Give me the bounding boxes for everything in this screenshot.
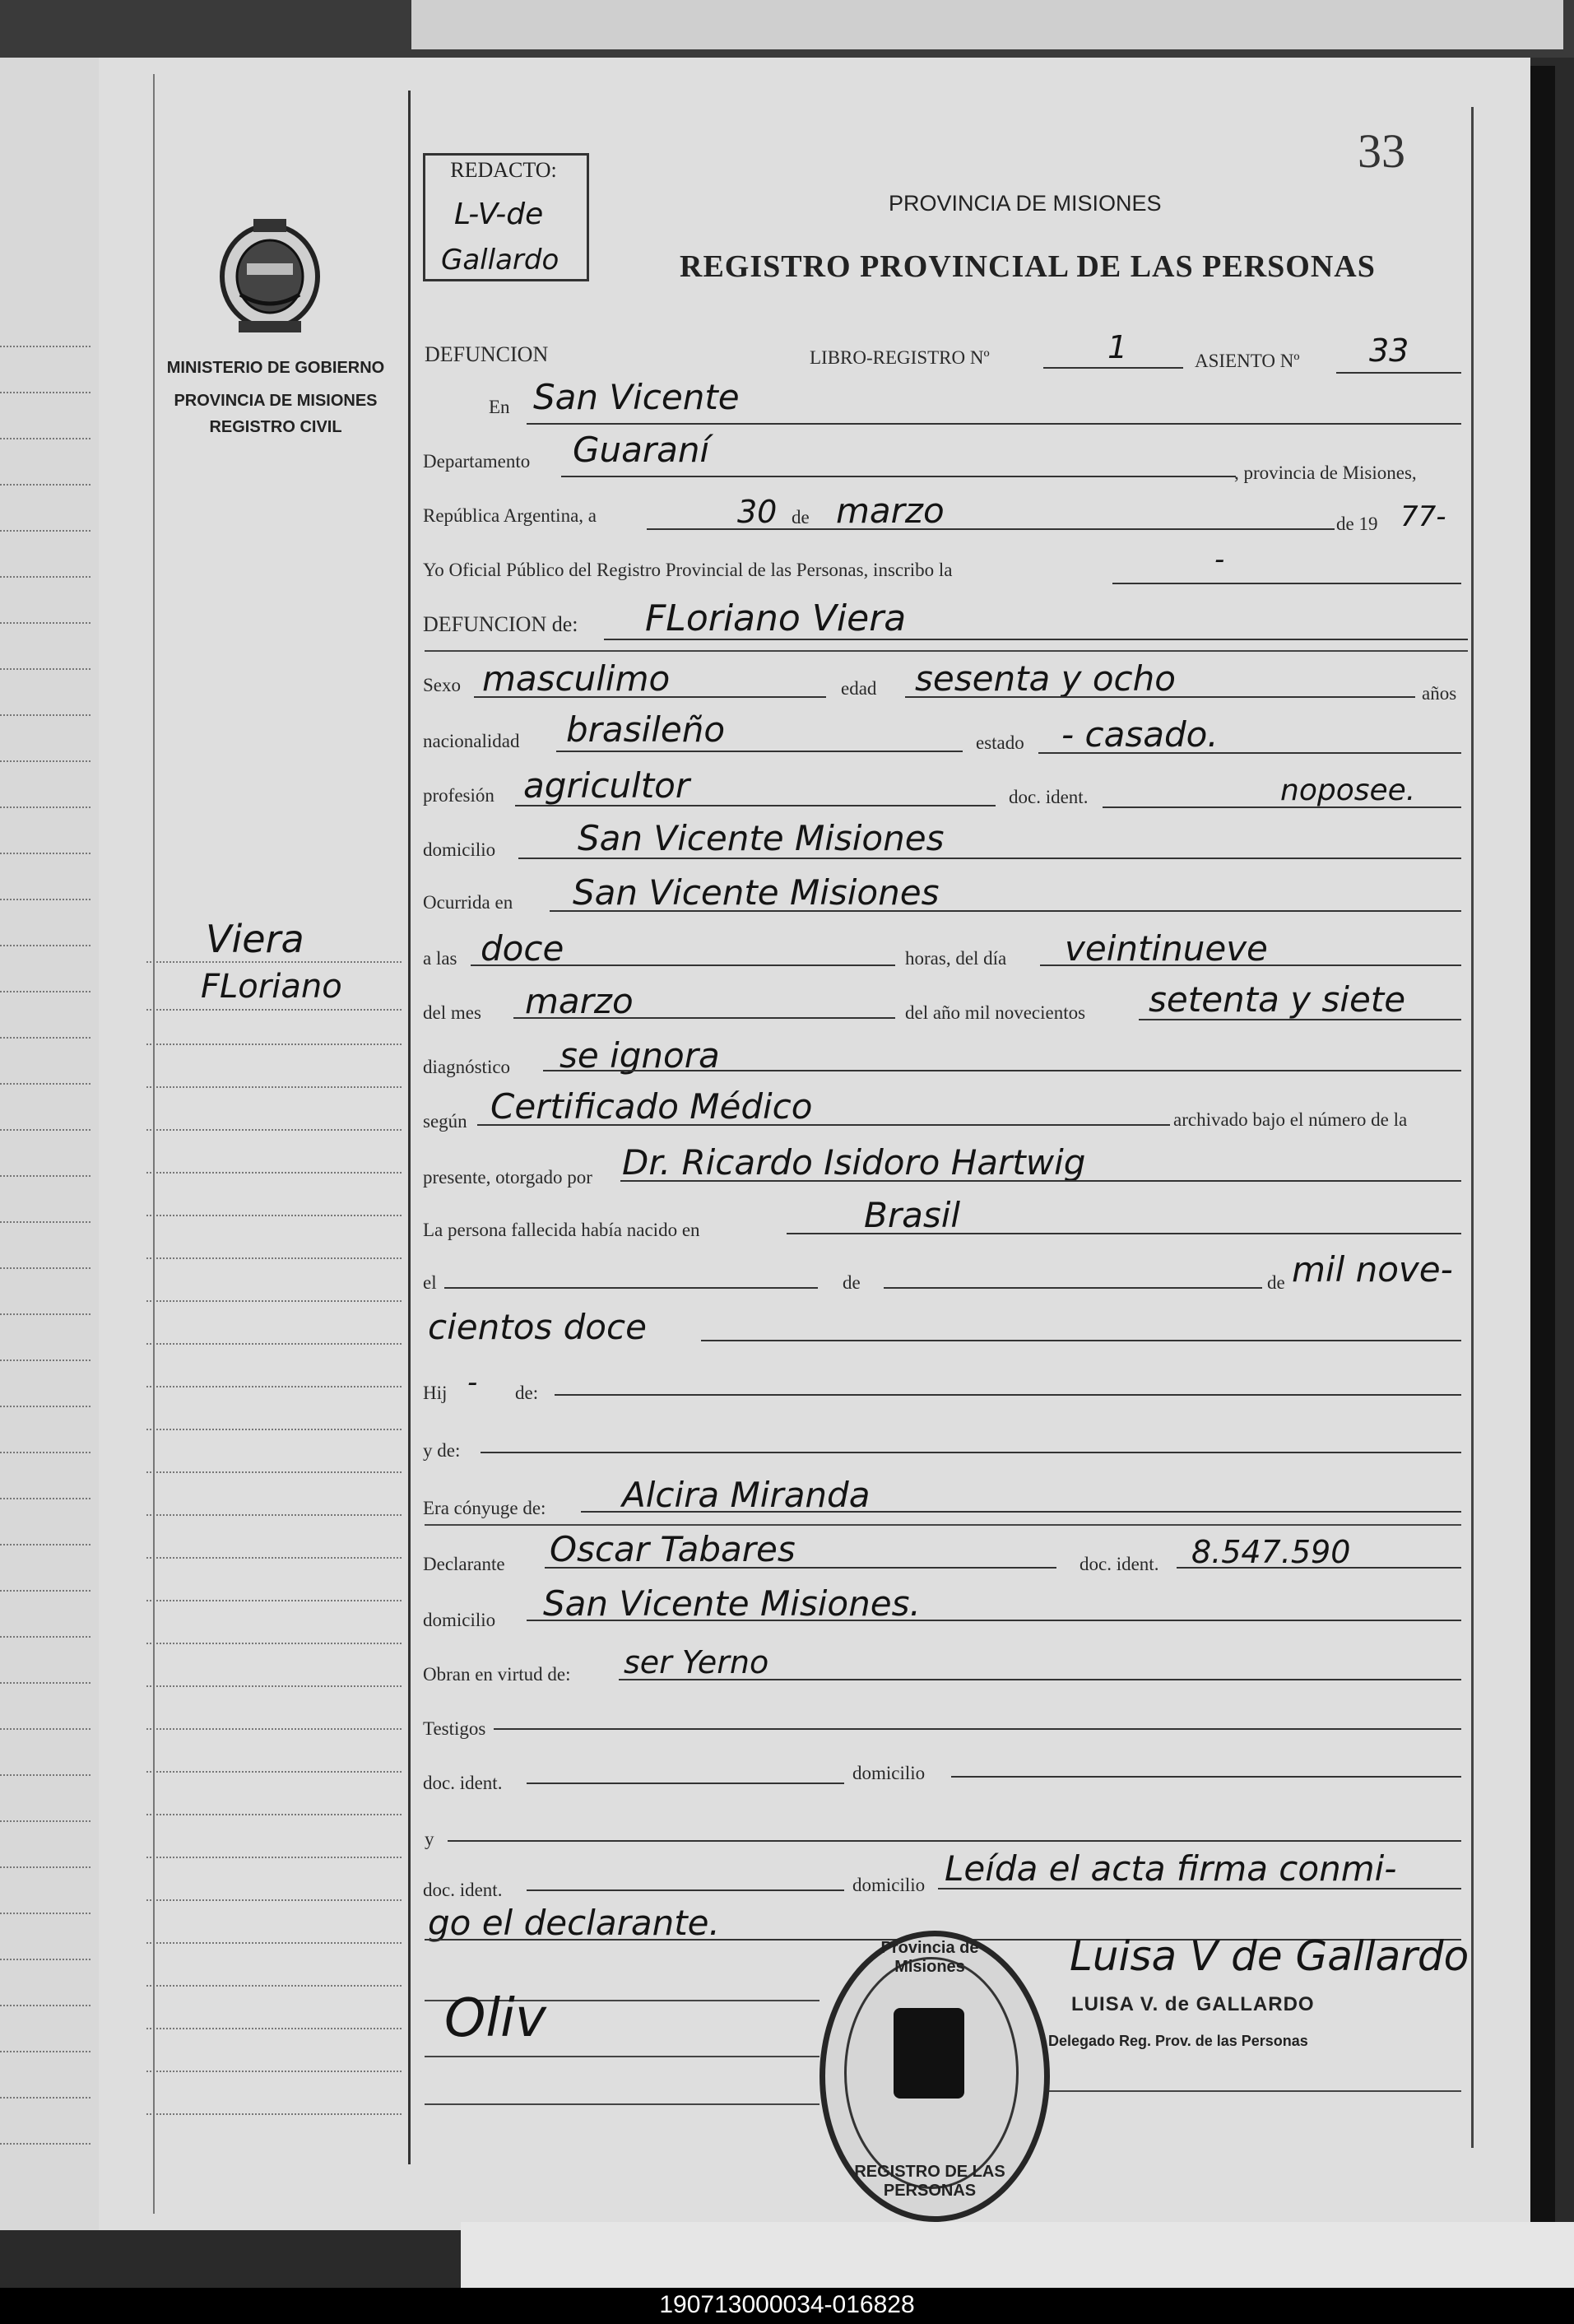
en-value: San Vicente <box>533 377 740 417</box>
year-label: de 19 <box>1336 514 1378 534</box>
libro-label: LIBRO-REGISTRO Nº <box>810 347 990 368</box>
libro-value: 1 <box>1107 329 1128 365</box>
oficial-value: - <box>1214 543 1225 576</box>
month-value: marzo <box>836 490 945 531</box>
defuncion-de-label: DEFUNCION de: <box>423 612 578 636</box>
anio-label: del año mil novecientos <box>905 1002 1086 1023</box>
record-type-label: DEFUNCION <box>425 342 549 366</box>
declarante-doc-value: 8.547.590 <box>1191 1534 1351 1570</box>
margin-province-label: PROVINCIA DE MISIONES <box>174 392 378 410</box>
edad-label: edad <box>841 678 877 699</box>
del-mes-label: del mes <box>423 1002 481 1023</box>
year-value: 77- <box>1400 500 1446 533</box>
edad-value: sesenta y ocho <box>915 658 1176 699</box>
deceased-name: FLoriano Viera <box>645 597 907 639</box>
segun-label: según <box>423 1111 467 1132</box>
page-number: 33 <box>1358 124 1405 178</box>
hora-value: doce <box>481 928 564 969</box>
civil-registry-label: REGISTRO CIVIL <box>209 418 342 436</box>
doctor-value: Dr. Ricardo Isidoro Hartwig <box>622 1142 1086 1183</box>
stamp-bottom-text: REGISTRO DE LAS PERSONAS <box>854 2163 1005 2200</box>
nacido-anio-2: cientos doce <box>428 1307 647 1347</box>
nacionalidad-value: brasileño <box>566 709 726 750</box>
margin-given-name: FLoriano <box>201 968 342 1006</box>
de2-label: de <box>843 1272 861 1293</box>
official-signature: Luisa V de Gallardo <box>1070 1932 1470 1980</box>
hijo-label: Hij <box>423 1383 448 1403</box>
presente-label: presente, otorgado por <box>423 1167 592 1188</box>
asiento-label: ASIENTO Nº <box>1195 351 1300 371</box>
registry-title: REGISTRO PROVINCIAL DE LAS PERSONAS <box>680 249 1376 284</box>
closing-line-1: Leída el acta firma conmi- <box>945 1848 1397 1889</box>
departamento-value: Guaraní <box>573 430 710 470</box>
stamp-emblem-icon <box>894 2008 964 2099</box>
el-label: el <box>423 1272 437 1293</box>
estado-label: estado <box>976 732 1024 753</box>
t2-doc-label: doc. ident. <box>423 1880 503 1900</box>
domicilio-label: domicilio <box>423 839 496 860</box>
obran-label: Obran en virtud de: <box>423 1664 571 1685</box>
sexo-value: masculimo <box>482 658 671 699</box>
day-value: 30 <box>737 494 778 530</box>
anos-label: años <box>1422 683 1457 704</box>
profesion-label: profesión <box>423 785 494 806</box>
y-de-label: y de: <box>423 1440 461 1461</box>
departamento-label: Departamento <box>423 451 531 472</box>
form-right-rule <box>1471 107 1474 2148</box>
dia-value: veintinueve <box>1065 928 1268 969</box>
sexo-label: Sexo <box>423 675 461 695</box>
redacto-label: REDACTO: <box>450 158 557 182</box>
footer-bar <box>0 2288 1574 2324</box>
top-edge <box>0 0 1574 58</box>
segun-value: Certificado Médico <box>490 1086 813 1127</box>
declarante-domicilio-value: San Vicente Misiones. <box>543 1583 921 1624</box>
ocurrida-value: San Vicente Misiones <box>573 872 940 913</box>
de3-label: de <box>1267 1272 1285 1293</box>
y-label: y <box>425 1829 434 1849</box>
official-name: LUISA V. de GALLARDO <box>1071 1993 1315 2015</box>
t1-doc-label: doc. ident. <box>423 1773 503 1793</box>
official-title: Delegado Reg. Prov. de las Personas <box>1048 2033 1308 2049</box>
domicilio-value: San Vicente Misiones <box>578 818 945 858</box>
profesion-value: agricultor <box>523 765 690 806</box>
margin-surname: Viera <box>206 917 304 961</box>
nacido-value: Brasil <box>864 1195 961 1235</box>
declarant-signature: Oliv <box>444 1988 546 2049</box>
en-label: En <box>489 397 510 417</box>
obran-value: ser Yerno <box>624 1644 769 1680</box>
redacto-initials: L-V-de <box>454 198 544 231</box>
asiento-value: 33 <box>1369 332 1409 369</box>
declarante-doc-label: doc. ident. <box>1080 1554 1159 1574</box>
closing-line-2: go el declarante. <box>428 1903 720 1943</box>
declarante-label: Declarante <box>423 1554 505 1574</box>
horas-label: horas, del día <box>905 948 1007 969</box>
de-label: de <box>792 507 810 528</box>
nacido-label: La persona fallecida había nacido en <box>423 1220 700 1240</box>
doc-ident-label: doc. ident. <box>1009 787 1089 807</box>
ocurrida-label: Ocurrida en <box>423 892 513 913</box>
provincia-suffix: , provincia de Misiones, <box>1234 462 1417 483</box>
diagnostico-value: se ignora <box>559 1035 720 1076</box>
conyuge-value: Alcira Miranda <box>622 1475 871 1515</box>
image-code: 190713000034-016828 <box>659 2291 915 2318</box>
declarante-value: Oscar Tabares <box>550 1529 796 1569</box>
republica-label: República Argentina, a <box>423 505 597 526</box>
doc-ident-value: noposee. <box>1280 774 1416 807</box>
form-left-rule <box>408 91 411 2164</box>
conyuge-label: Era cónyuge de: <box>423 1498 546 1518</box>
province-heading: PROVINCIA DE MISIONES <box>889 191 1162 216</box>
page-edge-shadow <box>1530 66 1555 2222</box>
hijo-value: - <box>467 1366 478 1399</box>
diagnostico-label: diagnóstico <box>423 1057 511 1077</box>
mes-value: marzo <box>525 981 634 1021</box>
estado-value: - casado. <box>1061 714 1219 755</box>
oficial-text: Yo Oficial Público del Registro Provincial de las Personas, inscribo la <box>423 560 953 580</box>
nacido-anio-1: mil nove- <box>1292 1249 1453 1290</box>
redacto-surname: Gallardo <box>441 244 559 277</box>
nacionalidad-label: nacionalidad <box>423 731 520 751</box>
t2-domicilio-label: domicilio <box>852 1875 926 1895</box>
archivado-label: archivado bajo el número de la <box>1173 1109 1408 1130</box>
a-las-label: a las <box>423 948 457 969</box>
declarante-domicilio-label: domicilio <box>423 1610 496 1630</box>
bottom-edge <box>461 2222 1574 2288</box>
t1-domicilio-label: domicilio <box>852 1763 926 1783</box>
ministry-label: MINISTERIO DE GOBIERNO <box>166 359 385 377</box>
hijo-de-label: de: <box>515 1383 539 1403</box>
stamp-top-text: Provincia de Misiones <box>880 1939 979 1976</box>
testigos-label: Testigos <box>423 1718 486 1739</box>
anio-value: setenta y siete <box>1149 979 1406 1020</box>
province-seal-icon <box>216 216 324 339</box>
